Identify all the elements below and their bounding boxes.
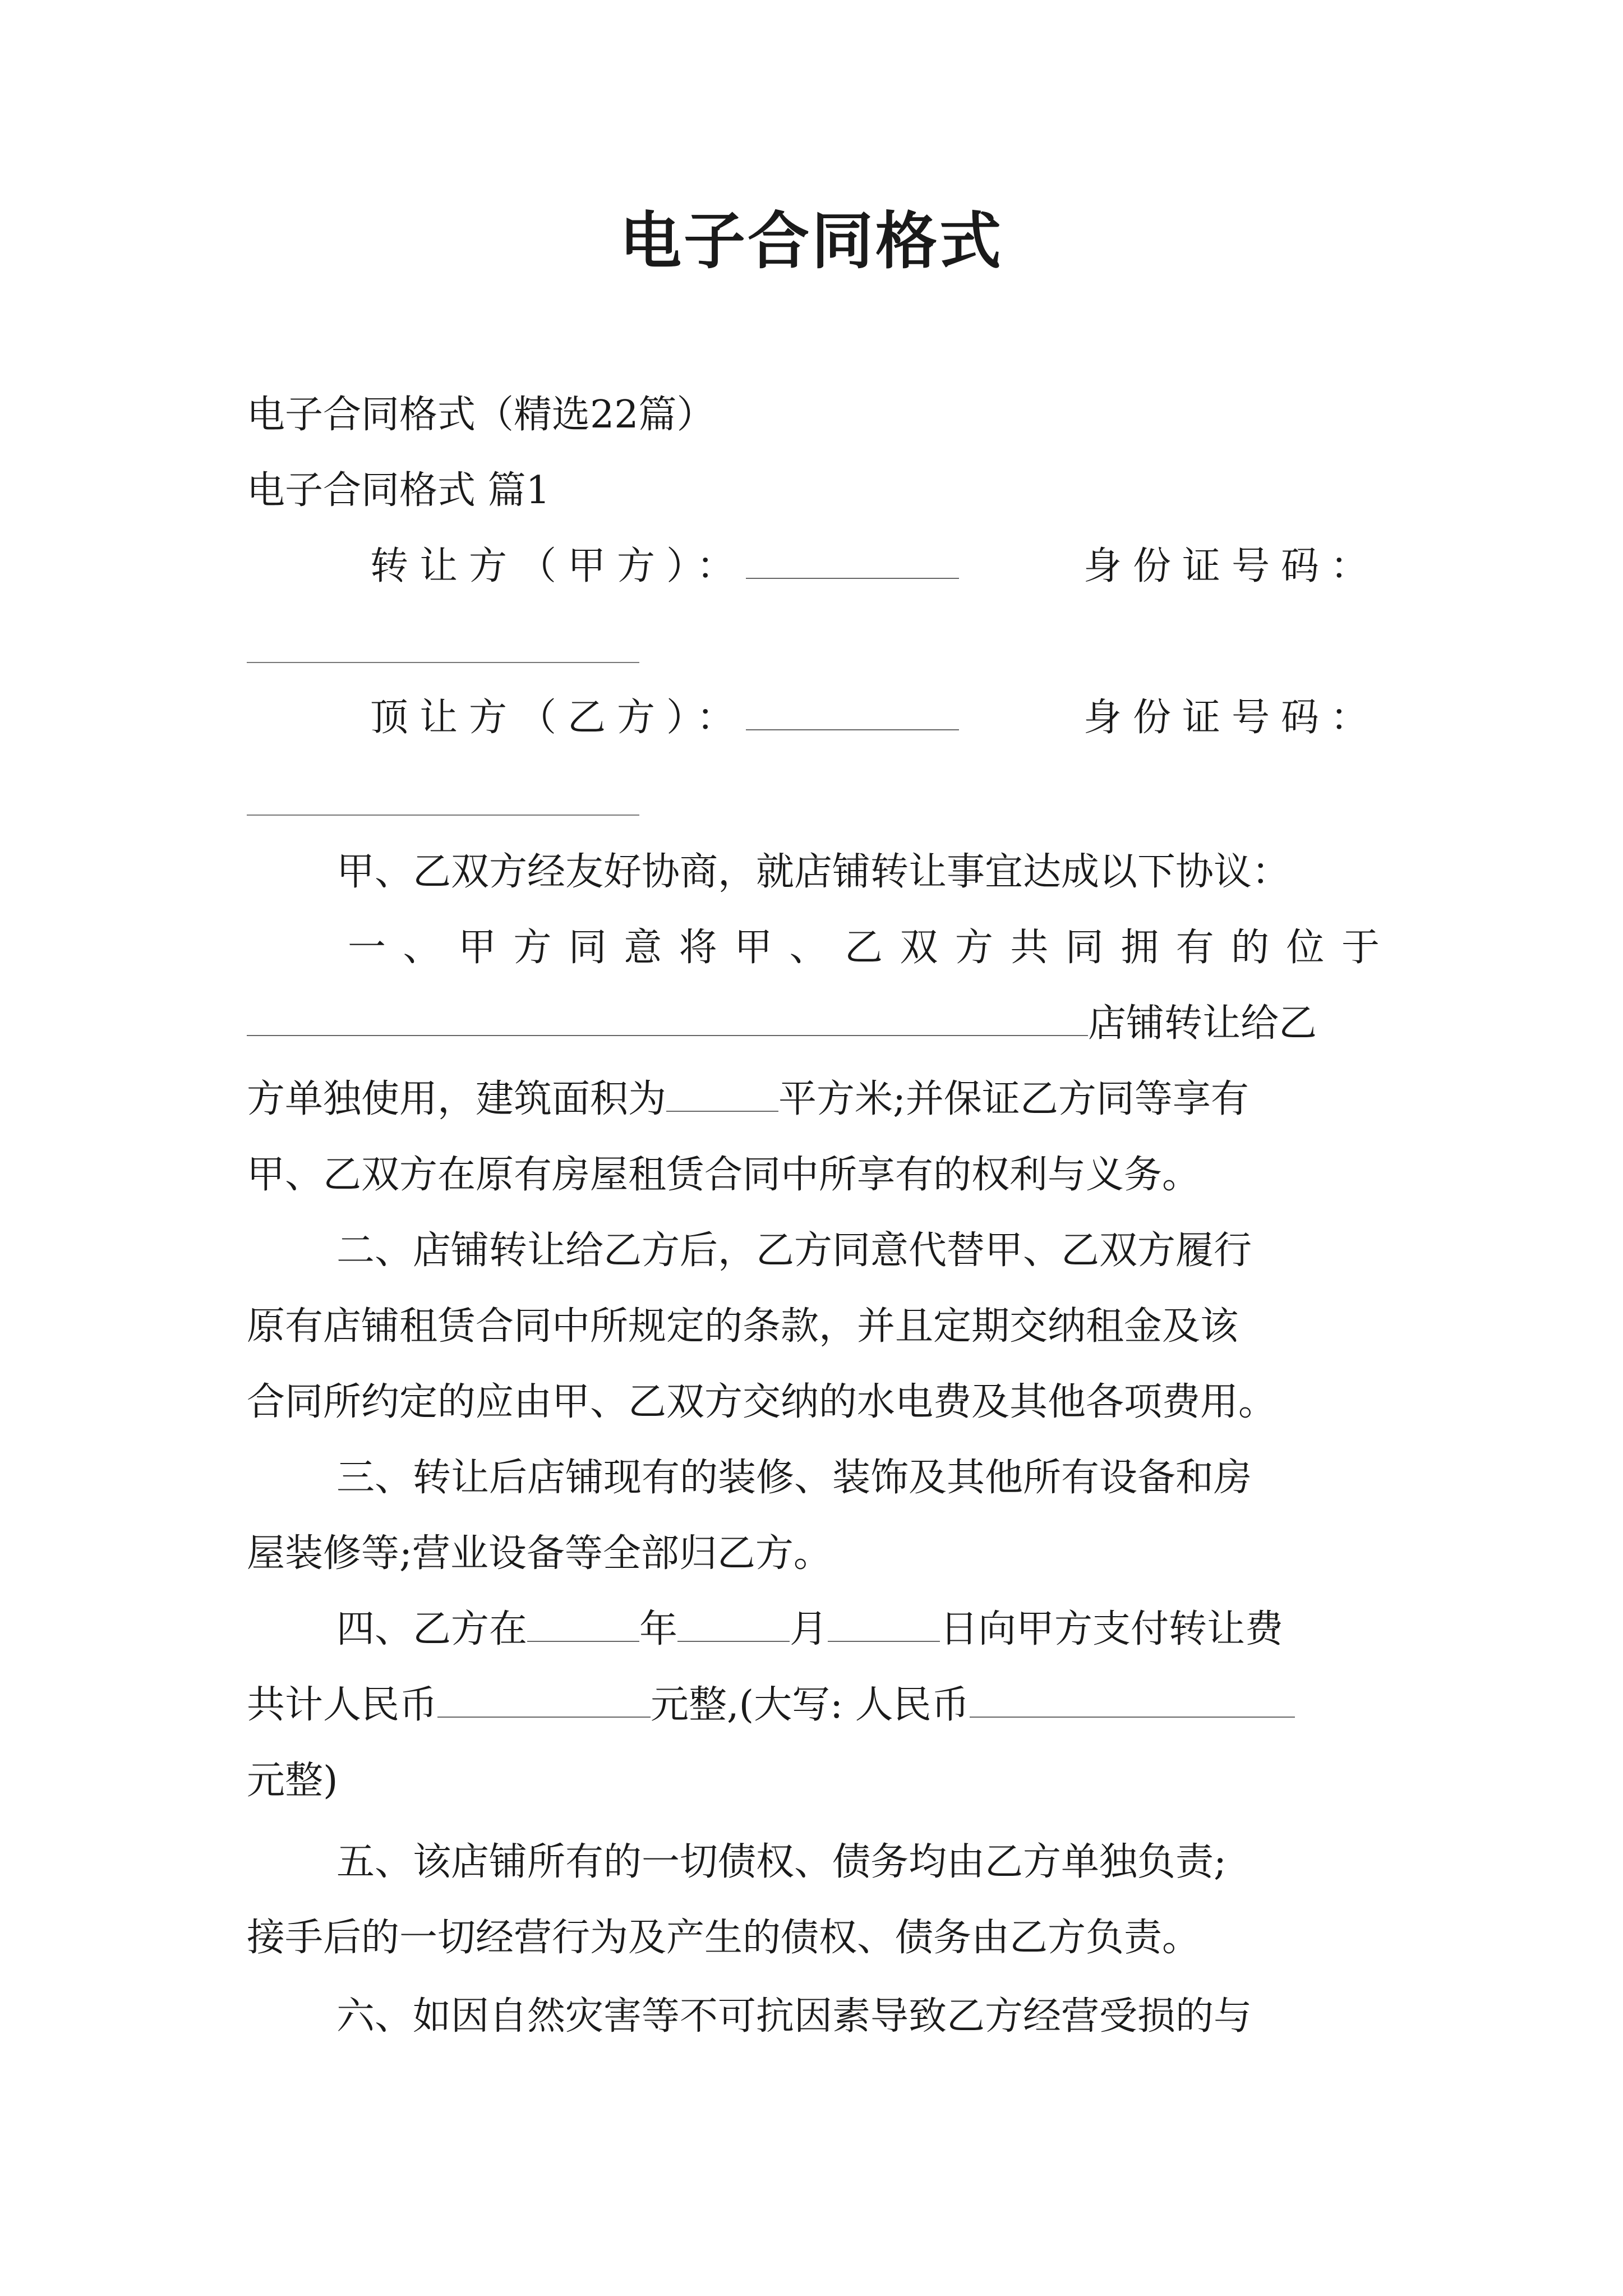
clause1-area-blank bbox=[666, 1075, 778, 1112]
clause4-line2-a: 共计人民币 bbox=[247, 1683, 438, 1727]
clause1-line3-a: 方单独使用，建筑面积为 bbox=[247, 1077, 667, 1121]
clause3-line2: 屋装修等;营业设备等全部归乙方。 bbox=[247, 1531, 832, 1576]
clause4-line1 bbox=[247, 1602, 1380, 1658]
clause3-line1: 三、转让后店铺现有的装修、装饰及其他所有设备和房 bbox=[336, 1456, 1252, 1500]
clause4-line2 bbox=[247, 1677, 1380, 1733]
clause1-line3-b: 平方米;并保证乙方同等享有 bbox=[778, 1077, 1249, 1121]
party-b-id-blank bbox=[247, 815, 639, 816]
party-a-id-label: 身份证号码： bbox=[1083, 544, 1380, 588]
clause5-line2: 接手后的一切经营行为及产生的债权、债务由乙方负责。 bbox=[247, 1916, 1201, 1960]
subtitle: 电子合同格式（精选22篇） bbox=[247, 393, 715, 437]
party-b-id-label: 身份证号码： bbox=[1083, 696, 1380, 740]
party-b-role: 顶让方（乙方）： bbox=[370, 696, 746, 740]
clause1-line4: 甲、乙双方在原有房屋租赁合同中所享有的权利与义务。 bbox=[247, 1153, 1201, 1197]
clause4-line1-a: 四、乙方在 bbox=[336, 1607, 528, 1651]
party-a-row bbox=[370, 539, 1380, 595]
clause4-day-blank bbox=[828, 1605, 940, 1642]
party-b-row bbox=[370, 690, 1380, 746]
document-title: 电子合同格式 bbox=[620, 205, 1003, 277]
party-a-name-blank bbox=[746, 542, 959, 579]
clause4-month-blank bbox=[677, 1605, 790, 1642]
clause6-line1: 六、如因自然灾害等不可抗因素导致乙方经营受损的与 bbox=[336, 1994, 1252, 2039]
party-a-role: 转让方（甲方）： bbox=[370, 544, 746, 588]
party-b-name-blank bbox=[746, 693, 959, 730]
clause1-location-blank bbox=[247, 999, 1088, 1036]
clause4-line1-d: 日向甲方支付转让费 bbox=[940, 1607, 1284, 1651]
clause4-amount-words-blank bbox=[970, 1681, 1295, 1718]
clause1-line1: 一、甲方同意将甲、乙双方共同拥有的位于 bbox=[348, 926, 1380, 970]
clause4-line1-b: 年 bbox=[639, 1607, 678, 1651]
clause2-line2: 原有店铺租赁合同中所规定的条款，并且定期交纳租金及该 bbox=[247, 1304, 1239, 1349]
clause4-line1-c: 月 bbox=[790, 1607, 828, 1651]
clause4-line2-b: 元整,(大写: 人民币 bbox=[651, 1683, 970, 1727]
clause5-line1: 五、该店铺所有的一切债权、债务均由乙方单独负责; bbox=[336, 1840, 1227, 1884]
section-heading: 电子合同格式 篇1 bbox=[247, 468, 550, 513]
party-a-id-blank bbox=[247, 662, 639, 663]
intro-paragraph: 甲、乙双方经友好协商，就店铺转让事宜达成以下协议： bbox=[336, 850, 1290, 894]
clause2-line3: 合同所约定的应由甲、乙双方交纳的水电费及其他各项费用。 bbox=[247, 1380, 1277, 1424]
clause4-line3: 元整) bbox=[247, 1759, 338, 1803]
clause2-line1: 二、店铺转让给乙方后，乙方同意代替甲、乙双方履行 bbox=[336, 1228, 1252, 1273]
clause4-year-blank bbox=[527, 1605, 639, 1642]
clause1-line3 bbox=[247, 1071, 1380, 1128]
clause4-amount-blank bbox=[437, 1681, 651, 1718]
clause1-line2-tail: 店铺转让给乙 bbox=[1088, 1001, 1317, 1046]
clause1-line2 bbox=[247, 996, 1380, 1052]
